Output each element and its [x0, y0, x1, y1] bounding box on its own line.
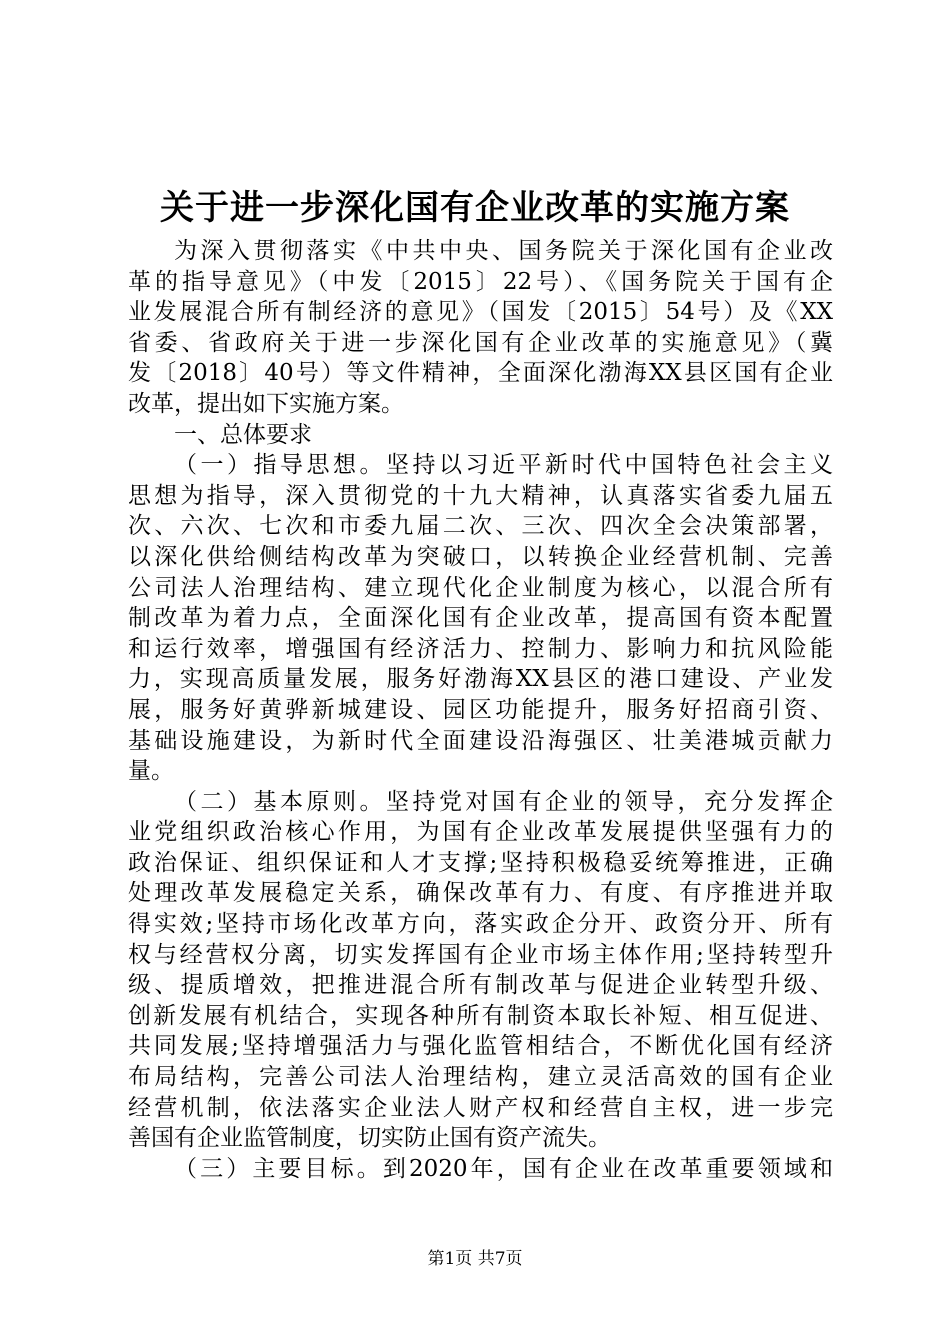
text-line: 革的指导意见》（中发〔2015〕22号）、《国务院关于国有企 [128, 268, 833, 295]
text-line: 和运行效率，增强国有经济活力、控制力、影响力和抗风险能 [128, 635, 833, 662]
text-line: 一、总体要求 [174, 421, 312, 448]
text-line: 量。 [128, 758, 174, 785]
document-body [128, 236, 833, 1184]
text-line: （一）指导思想。坚持以习近平新时代中国特色社会主义 [174, 452, 833, 479]
text-line: 善国有企业监管制度，切实防止国有资产流失。 [128, 1125, 611, 1152]
text-line: （二）基本原则。坚持党对国有企业的领导，充分发挥企 [174, 788, 833, 815]
text-line: 制改革为着力点，全面深化国有企业改革，提高国有资本配置 [128, 605, 833, 632]
text-line: 省委、省政府关于进一步深化国有企业改革的实施意见》（冀 [128, 329, 833, 356]
text-line: 业发展混合所有制经济的意见》（国发〔2015〕54号）及《XX [128, 299, 833, 326]
text-line: 基础设施建设，为新时代全面建设沿海强区、壮美港城贡献力 [128, 727, 833, 754]
document-title: 关于进一步深化国有企业改革的实施方案 [160, 188, 790, 228]
text-line: （三）主要目标。到2020年，国有企业在改革重要领域和 [174, 1155, 833, 1182]
text-line: 权与经营权分离，切实发挥国有企业市场主体作用;坚持转型升 [128, 941, 833, 968]
text-line: 业党组织政治核心作用，为国有企业改革发展提供坚强有力的 [128, 819, 833, 846]
text-line: 公司法人治理结构、建立现代化企业制度为核心，以混合所有 [128, 574, 833, 601]
text-line: 力，实现高质量发展，服务好渤海XX县区的港口建设、产业发 [128, 666, 833, 693]
text-line: 政治保证、组织保证和人才支撑;坚持积极稳妥统筹推进，正确 [128, 849, 833, 876]
text-line: 以深化供给侧结构改革为突破口，以转换企业经营机制、完善 [128, 543, 833, 570]
page-footer: 第1页 共7页 [427, 1249, 523, 1269]
text-line: 改革，提出如下实施方案。 [128, 390, 404, 417]
text-line: 得实效;坚持市场化改革方向，落实政企分开、政资分开、所有 [128, 911, 833, 938]
text-line: 布局结构，完善公司法人治理结构，建立灵活高效的国有企业 [128, 1064, 833, 1091]
text-line: 思想为指导，深入贯彻党的十九大精神，认真落实省委九届五 [128, 482, 833, 509]
text-line: 级、提质增效，把推进混合所有制改革与促进企业转型升级、 [128, 972, 833, 999]
text-line: 共同发展;坚持增强活力与强化监管相结合，不断优化国有经济 [128, 1033, 833, 1060]
text-line: 次、六次、七次和市委九届二次、三次、四次全会决策部署， [128, 513, 833, 540]
text-line: 经营机制，依法落实企业法人财产权和经营自主权，进一步完 [128, 1094, 833, 1121]
text-line: 创新发展有机结合，实现各种所有制资本取长补短、相互促进、 [128, 1002, 833, 1029]
text-line: 处理改革发展稳定关系，确保改革有力、有度、有序推进并取 [128, 880, 833, 907]
text-line: 为深入贯彻落实《中共中央、国务院关于深化国有企业改 [174, 238, 833, 264]
text-line: 展，服务好黄骅新城建设、园区功能提升，服务好招商引资、 [128, 696, 833, 723]
text-line: 发〔2018〕40号）等文件精神，全面深化渤海XX县区国有企业 [128, 360, 833, 387]
